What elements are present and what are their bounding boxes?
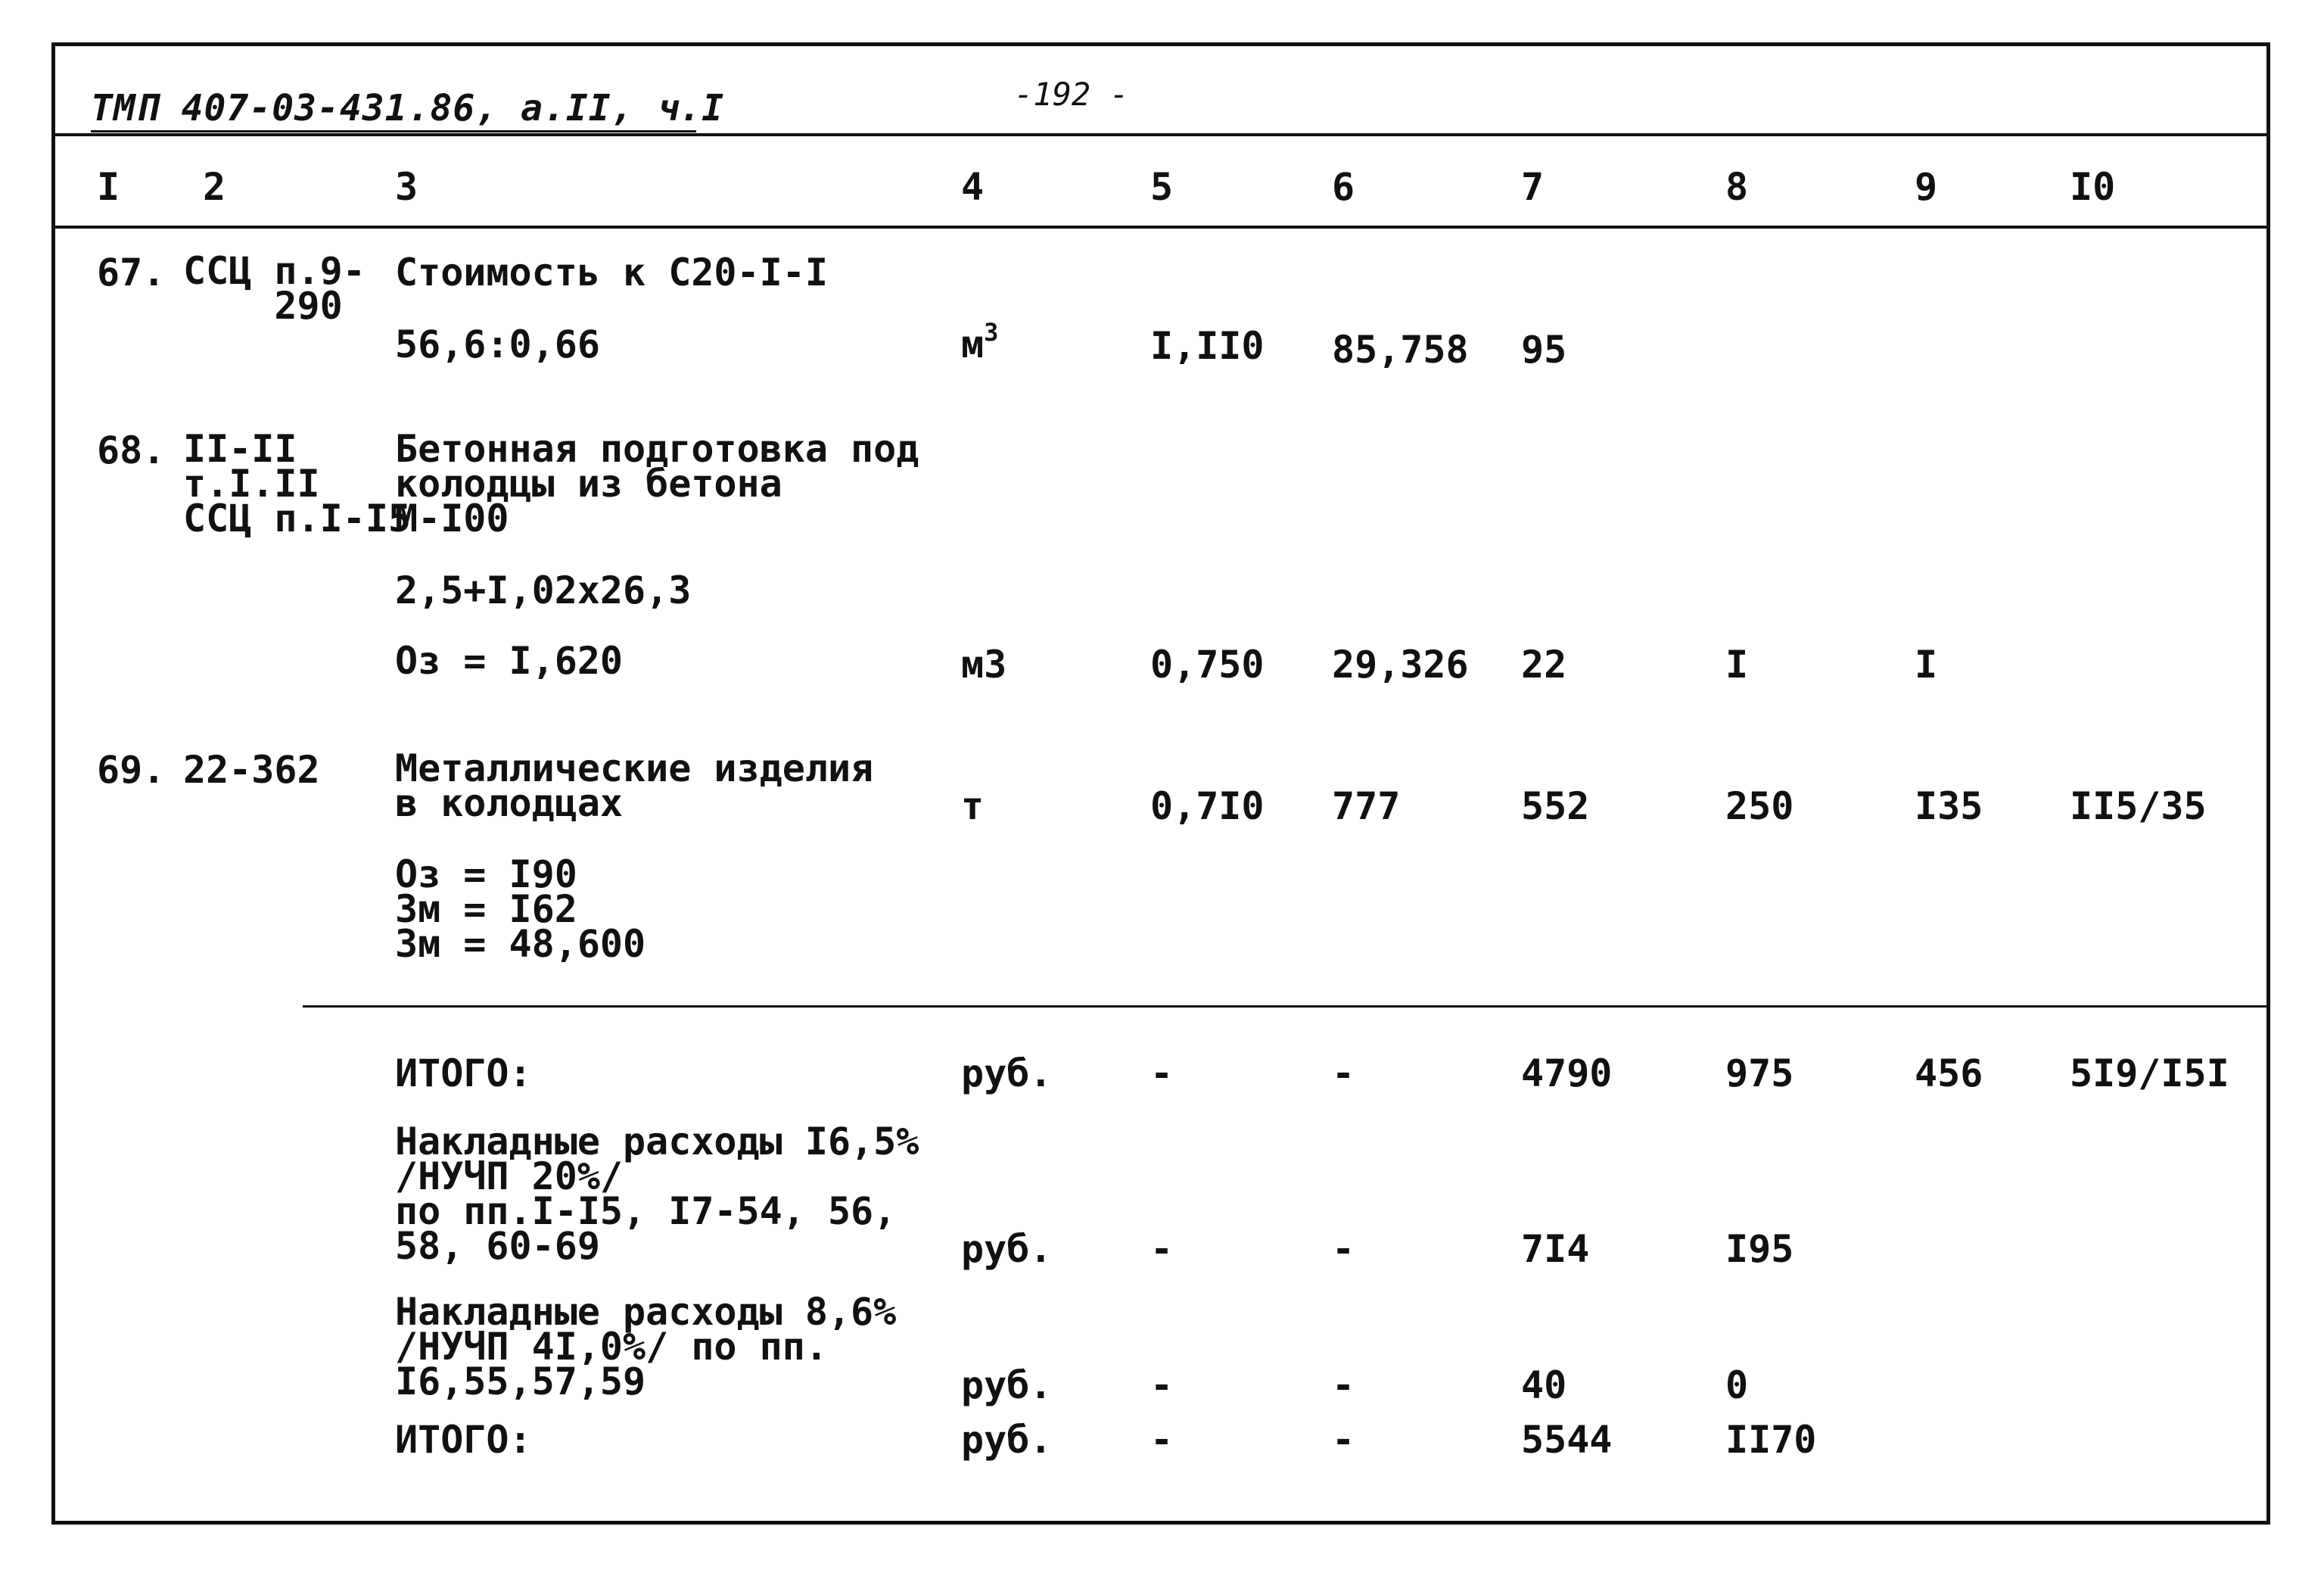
column-header-5: 5 <box>1150 165 1174 209</box>
column-6-cell: - <box>1332 1227 1355 1271</box>
row-number: 67. <box>97 251 166 294</box>
header-underline <box>91 130 696 132</box>
item-description: Бетонная подготовка под колодцы из бетона М-I00 <box>395 427 919 540</box>
column-header-rule <box>53 226 2269 229</box>
unit-cell: м3 <box>961 643 1007 687</box>
summary-label: Накладные расходы 8,6% /НУЧП 4I,0%/ по пп. I6,55,57,59 <box>395 1290 897 1403</box>
quantity-cell: 0,750 <box>1150 643 1265 687</box>
total-cell: 552 <box>1521 784 1590 828</box>
total-cell: 95 <box>1521 328 1567 372</box>
column-9-cell: I35 <box>1915 784 1983 828</box>
column-8-cell: II70 <box>1725 1418 1817 1462</box>
column-10-cell: II5/35 <box>2070 784 2207 828</box>
column-8-cell: 250 <box>1725 784 1794 828</box>
unit-price-cell: 85,758 <box>1332 328 1469 372</box>
document-reference: ТМП 407-03-431.86, а.II, ч.I <box>91 87 725 129</box>
item-description: Металлические изделия в колодцах <box>395 746 874 825</box>
column-9-cell: I <box>1915 643 1938 687</box>
column-6-cell: - <box>1332 1418 1355 1462</box>
column-5-cell: - <box>1150 1227 1174 1271</box>
item-description: Стоимость к С20-I-I <box>395 251 828 294</box>
unit-cell: руб. <box>961 1418 1053 1462</box>
header-rule <box>53 133 2269 136</box>
column-header-9: 9 <box>1915 165 1938 209</box>
row-number: 69. <box>97 748 166 792</box>
column-header-2: 2 <box>203 165 226 209</box>
column-7-cell: 5544 <box>1521 1418 1613 1462</box>
norm-code: 22-362 <box>183 748 320 792</box>
unit-price-cell: 29,326 <box>1332 643 1469 687</box>
column-5-cell: - <box>1150 1051 1174 1095</box>
summary-label: ИТОГО: <box>395 1418 532 1462</box>
summary-label: ИТОГО: <box>395 1051 532 1095</box>
unit-cell: руб. <box>961 1227 1053 1271</box>
column-10-cell: 5I9/I5I <box>2070 1051 2229 1095</box>
row-number: 68. <box>97 428 166 472</box>
column-8-cell: I <box>1725 643 1749 687</box>
page-number: -192 - <box>1014 76 1129 113</box>
column-6-cell: - <box>1332 1051 1355 1095</box>
column-header-1: I <box>97 165 120 209</box>
column-5-cell: - <box>1150 1363 1174 1407</box>
quantity-cell: 0,7I0 <box>1150 784 1265 828</box>
column-7-cell: 40 <box>1521 1363 1567 1407</box>
volume-formula: Оз = I,620 <box>395 639 624 683</box>
unit-price-cell: 777 <box>1332 784 1401 828</box>
column-9-cell: 456 <box>1915 1051 1983 1095</box>
column-7-cell: 4790 <box>1521 1051 1613 1095</box>
unit-exponent: 3 <box>984 318 999 347</box>
column-5-cell: - <box>1150 1418 1174 1462</box>
summary-rule <box>303 1005 2269 1008</box>
item-calculation: 2,5+I,02х26,3 <box>395 568 692 612</box>
total-cell: 22 <box>1521 643 1567 687</box>
unit-cell: т <box>961 784 985 828</box>
column-header-6: 6 <box>1332 165 1355 209</box>
quantity-cell: I,II0 <box>1150 324 1265 368</box>
column-7-cell: 7I4 <box>1521 1227 1590 1271</box>
column-header-3: 3 <box>395 165 418 209</box>
unit-cell: руб. <box>961 1051 1053 1095</box>
column-header-7: 7 <box>1521 165 1545 209</box>
column-8-cell: 975 <box>1725 1051 1794 1095</box>
column-6-cell: - <box>1332 1363 1355 1407</box>
summary-label: Накладные расходы I6,5% /НУЧП 20%/ по пп.I-I5, I7-54, 56, 58, 60-69 <box>395 1120 919 1268</box>
column-header-10: I0 <box>2070 165 2116 209</box>
item-notes: Оз = I90 Зм = I62 Зм = 48,600 <box>395 852 646 966</box>
unit-cell <box>961 318 999 366</box>
column-8-cell: I95 <box>1725 1227 1794 1271</box>
item-calculation: 56,6:0,66 <box>395 322 600 366</box>
column-header-8: 8 <box>1725 165 1749 209</box>
unit-cell: руб. <box>961 1363 1053 1407</box>
column-header-4: 4 <box>961 165 985 209</box>
unit-base: м <box>961 322 985 366</box>
column-8-cell: 0 <box>1725 1363 1749 1407</box>
norm-code: II-II т.I.II ССЦ п.I-I5 <box>183 427 412 540</box>
norm-code: ССЦ п.9- 290 <box>183 249 366 328</box>
page-frame <box>51 42 2270 1525</box>
